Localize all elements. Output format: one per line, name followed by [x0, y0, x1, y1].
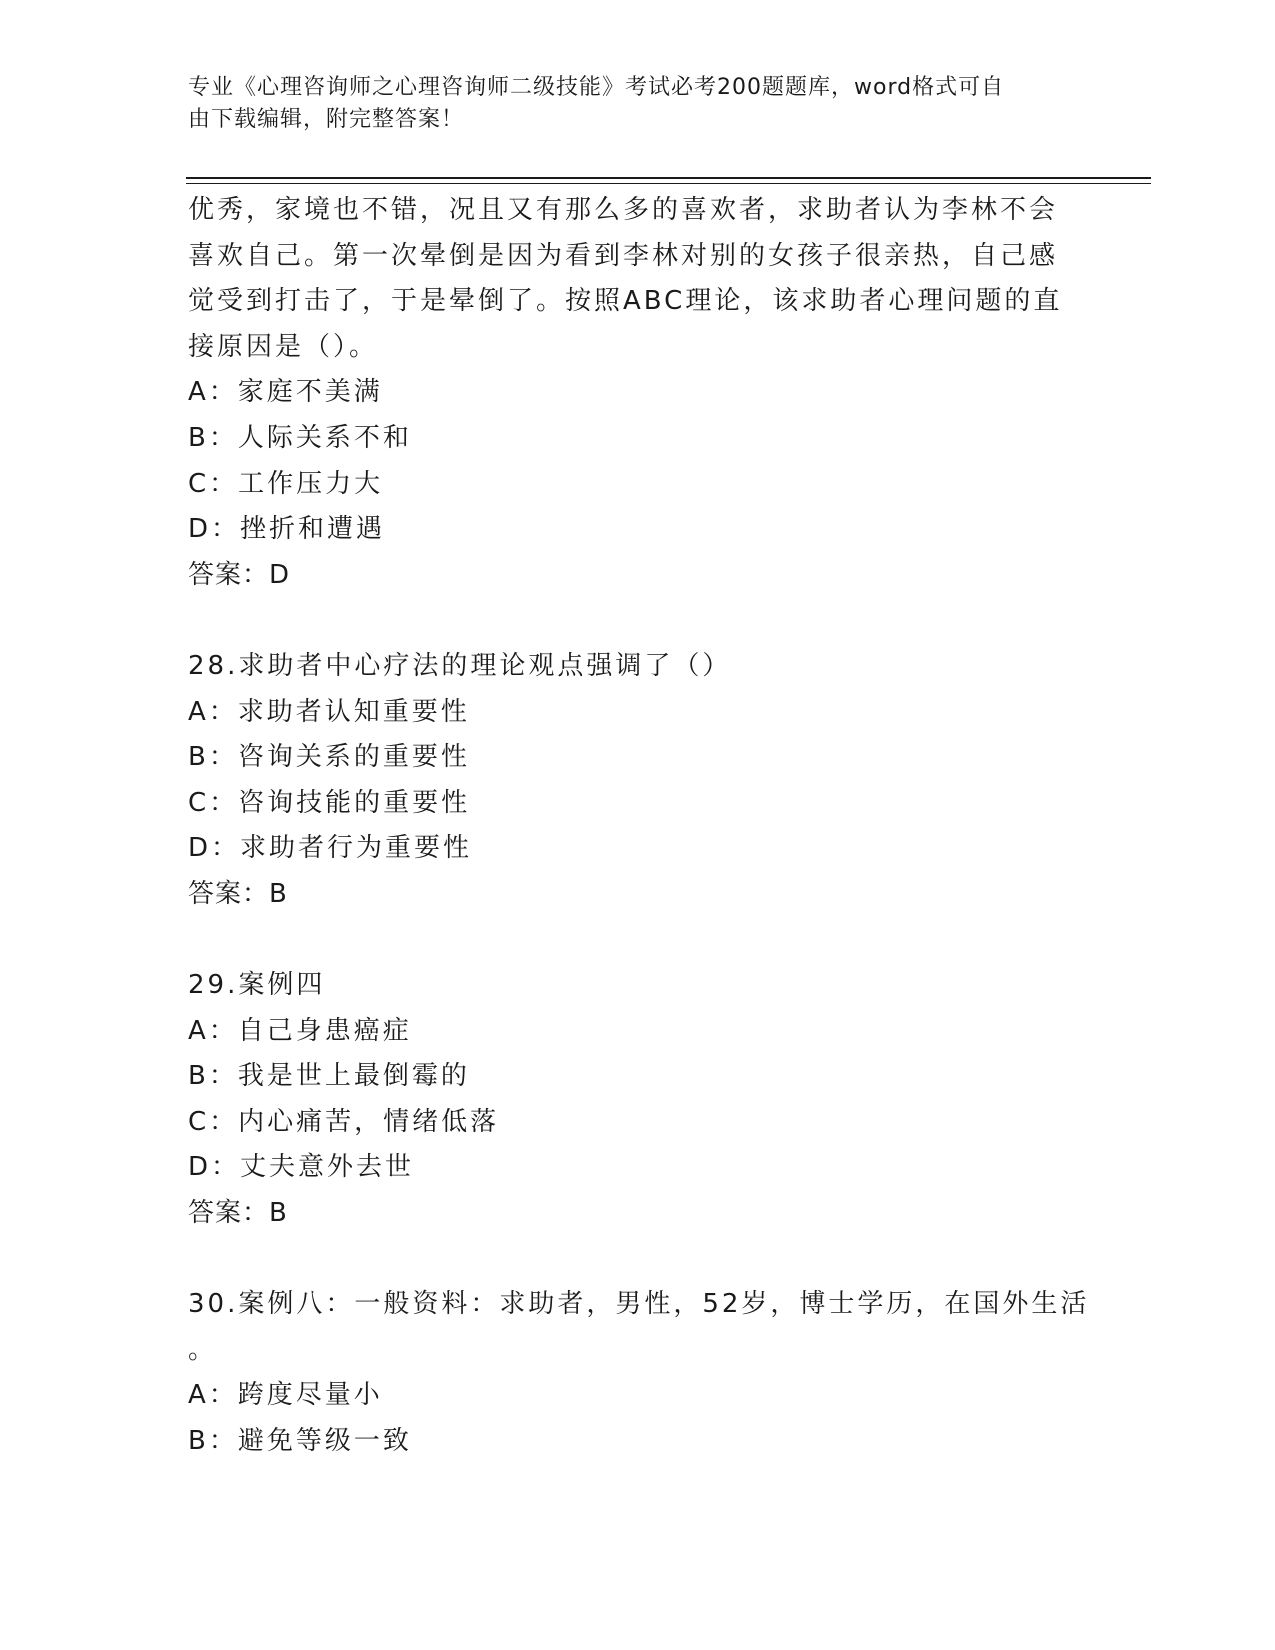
question-stem: 28.求助者中心疗法的理论观点强调了（） — [188, 650, 732, 681]
option-a: A：跨度尽量小 — [188, 1380, 383, 1411]
question-stem: 29.案例四 — [188, 970, 326, 1001]
option-d: D：挫折和遭遇 — [188, 514, 386, 545]
option-b: B：人际关系不和 — [188, 422, 412, 453]
question-stem-line: 接原因是（）。 — [188, 331, 379, 362]
header-rule-thin — [186, 183, 1151, 184]
option-b: B：我是世上最倒霉的 — [188, 1061, 470, 1092]
question-stem-line: 30.案例八：一般资料：求助者，男性，52岁，博士学历，在国外生活 — [188, 1289, 1090, 1320]
option-d: D：求助者行为重要性 — [188, 833, 473, 864]
option-c: C：工作压力大 — [188, 468, 384, 499]
option-b: B：避免等级一致 — [188, 1426, 412, 1457]
question-29 — [188, 963, 1088, 1237]
header-line-1: 专业《心理咨询师之心理咨询师二级技能》考试必考200题题库，word格式可自 — [188, 75, 1005, 100]
question-stem-line: 优秀，家境也不错，况且又有那么多的喜欢者，求助者认为李林不会 — [188, 195, 1059, 225]
page-header — [188, 72, 1068, 136]
question-stem-line: 。 — [188, 1334, 218, 1365]
header-rule-thick — [186, 177, 1151, 179]
spacer — [188, 1237, 1088, 1283]
answer-line: 答案：B — [188, 1198, 288, 1229]
question-28 — [188, 644, 1088, 918]
question-27 — [188, 188, 1088, 598]
question-30 — [188, 1282, 1088, 1464]
option-a: A：自己身患癌症 — [188, 1015, 412, 1046]
option-b: B：咨询关系的重要性 — [188, 742, 470, 773]
option-d: D：丈夫意外去世 — [188, 1152, 415, 1183]
header-line-2: 由下载编辑，附完整答案！ — [188, 107, 465, 132]
answer-line: 答案：B — [188, 878, 288, 909]
option-c: C：咨询技能的重要性 — [188, 787, 471, 818]
option-a: A：求助者认知重要性 — [188, 696, 470, 727]
question-stem-line: 觉受到打击了，于是晕倒了。按照ABC理论，该求助者心理问题的直 — [188, 286, 1063, 317]
answer-line: 答案：D — [188, 559, 291, 590]
question-stem-line: 喜欢自己。第一次晕倒是因为看到李林对别的女孩子很亲热，自己感 — [188, 240, 1059, 271]
question-content — [188, 188, 1088, 1465]
option-c: C：内心痛苦，情绪低落 — [188, 1106, 500, 1137]
spacer — [188, 918, 1088, 964]
spacer — [188, 598, 1088, 644]
option-a: A：家庭不美满 — [188, 377, 383, 408]
